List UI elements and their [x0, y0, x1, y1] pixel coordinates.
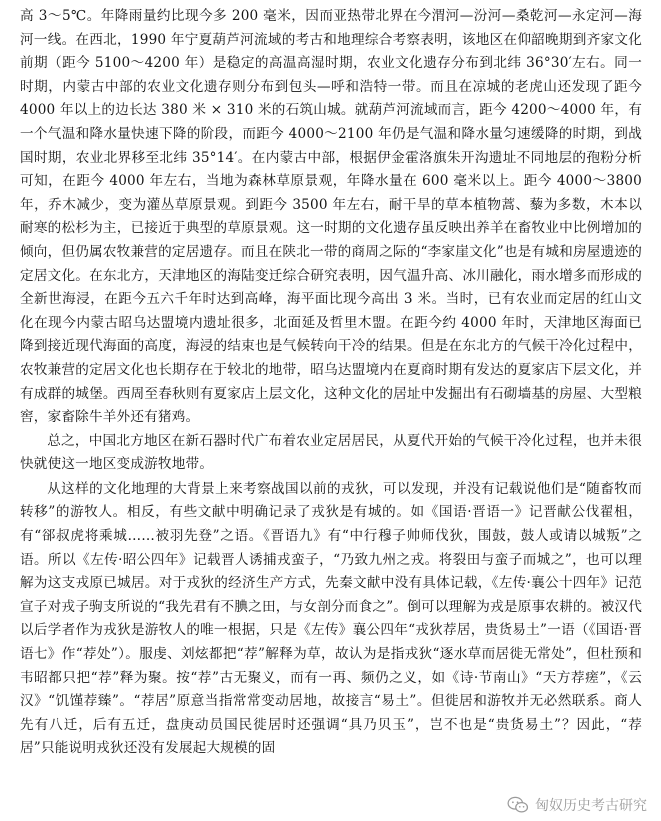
paragraph-2: 总之，中国北方地区在新石器时代广布着农业定居居民，从夏代开始的气候干冷化过程，也并未很快就使这一地区变成游牧地带。 [20, 432, 642, 473]
watermark-text: 匈奴历史考古研究 [535, 798, 647, 814]
paragraph-3: 从这样的文化地理的大背景上来考察战国以前的戎狄，可以发现，并没有记载说他们是“随畜牧而转移”的游牧人。相反，有些文献中明确记录了戎狄是有城的。如《国语·晋语一》记晋献公伐翟柤，有“郤叔虎将乘城……被羽先登”之语。《晋语九》有“中行穆子帅师伐狄，围鼓，鼓人或请以城叛”之语。所以《左传·昭公四年》记载晋人诱捕戎蛮子，“乃致九州之戎。将裂田与蛮子而城之”，也可以理解为这支戎原已城居。对于戎狄的经济生产方式，先秦文献中没有具体记载，《左传·襄公十四年》记范宣子对戎子驹支所说的“我先君有不腆之田，与女剖分而食之”。倒可以理解为戎是原事农耕的。被汉代以后学者作为戎狄是游牧人的唯一根据，只是《左传》襄公四年“戎狄荐居，贵货易土”一语（《国语·晋语七》作“荐处”）。服虔、刘炫都把“荐”解释为草，故认为是指戎狄“逐水草而居徙无常处”，但杜预和韦昭都只把“荐”释为聚。按“荐”古无聚义，而有一再、频仍之义，如《诗·节南山》“天方荐瘥”，《云汉》“饥馑荐臻”。“荐居”原意当指常常变动居地，故接言“易土”。但徙居和游牧并无必然联系。商人先有八迁，后有五迁，盘庚动员国民徙居时还强调“具乃贝玉”，岂不也是“贵货易土”？因此，“荐居”只能说明戎狄还没有发展起大规模的固 [20, 480, 642, 757]
body-text [20, 5, 642, 761]
watermark [507, 795, 647, 815]
paragraph-1: 高 3～5℃。年降雨量约比现今多 200 毫米，因而亚热带北界在今渭河—汾河—桑乾河—永定河—海河一线。在西北，1990 年宁夏葫芦河流域的考古和地理综合考察表明，该地区在仰韶晚期到齐家文化前期（距今 5100～4200 年）是稳定的高温高湿时期，农业文化遗存分布到北纬 36°30′左右。同一时期，内蒙古中部的农业文化遗存则分布到包头—呼和浩特一带。而且在凉城的老虎山还发现了距今 4000 年以上的边长达 380 米 × 310 米的石筑山城。就葫芦河流域而言，距今 4200～4000 年，有一个气温和降水量快速下降的阶段，而距今 4000～2100 年仍是气温和降水量匀速缓降的时期，到战国时期，农业北界移至北纬 35°14′。在内蒙古中部，根据伊金霍洛旗朱开沟遗址不同地层的孢粉分析可知，在距今 4000 年左右，当地为森林草原景观，年降水量在 600 毫米以上。距今 4000～3800 年，乔木减少，变为灌丛草原景观。到距今 3500 年左右，耐干旱的草本植物蒿、藜为多数，木本以耐寒的松杉为主，已接近于典型的草原景观。这一时期的文化遗存虽反映出养羊在畜牧业中比例增加的倾向，但仍属农牧兼营的定居遗存。而且在陕北一带的商周之际的“李家崖文化”也是有城和房屋遗迹的定居文化。在东北方，天津地区的海陆变迁综合研究表明，因气温升高、冰川融化，雨水增多而形成的全新世海浸，在距今五六千年时达到高峰，海平面比现今高出 3 米。当时，已有农业而定居的红山文化在现今内蒙古昭乌达盟境内遗址很多，北面延及哲里木盟。在距今约 4000 年时，天津地区海面已降到接近现代海面的高度，海浸的结束也是气候转向干冷的结果。但是在东北方的气候干冷化过程中，农牧兼营的定居文化也长期存在于较北的地带，昭乌达盟境内在夏商时期有发达的夏家店下层文化，并有成群的城堡。西周至春秋则有夏家店上层文化，这种文化的居址中发掘出有石砌墙基的房屋、大型粮窖，家畜除牛羊外还有猪鸡。 [20, 8, 642, 426]
wechat-icon [507, 796, 529, 814]
